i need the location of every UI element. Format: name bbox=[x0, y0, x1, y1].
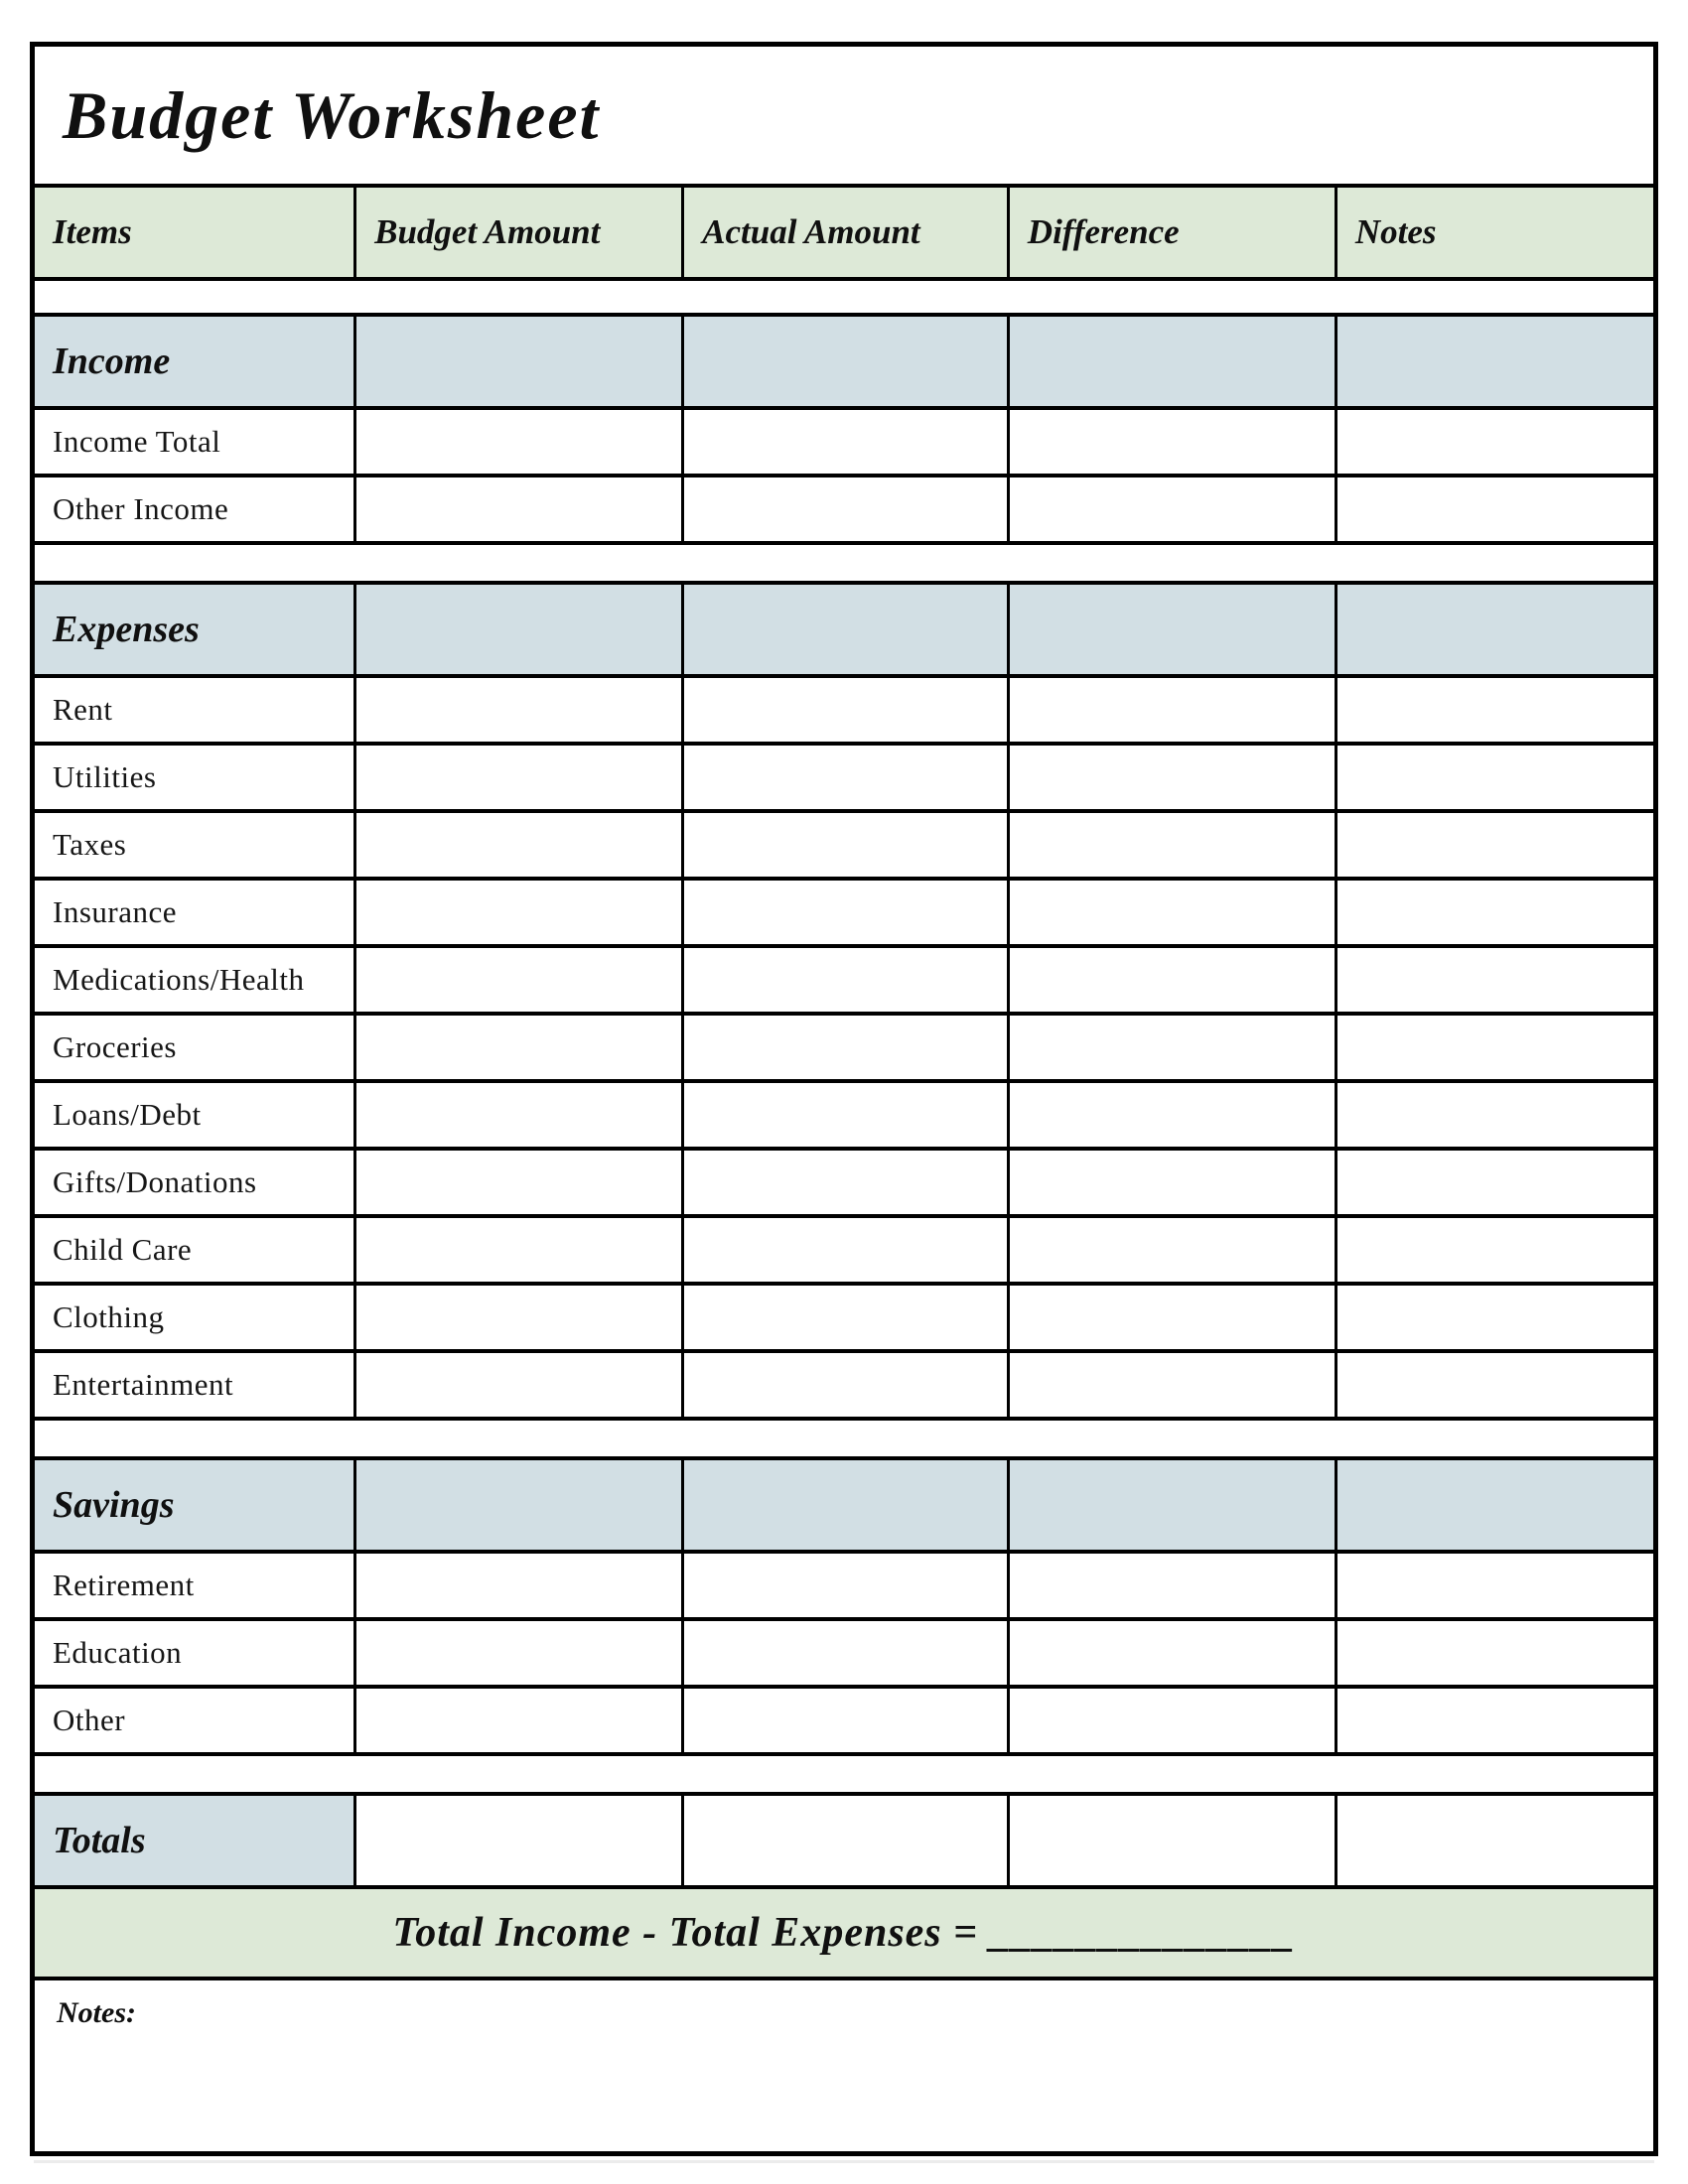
item-label: Taxes bbox=[53, 827, 127, 862]
difference-cell[interactable] bbox=[1007, 746, 1335, 809]
item-label: Clothing bbox=[53, 1299, 165, 1334]
section-cell bbox=[681, 1460, 1007, 1550]
item-label: Groceries bbox=[53, 1029, 177, 1064]
item-row-other-income bbox=[35, 474, 1653, 541]
notes-cell[interactable] bbox=[1335, 881, 1653, 944]
item-label: Child Care bbox=[53, 1232, 193, 1267]
actual-amount-cell[interactable] bbox=[681, 948, 1007, 1012]
notes-cell[interactable] bbox=[1335, 1151, 1653, 1214]
section-cell bbox=[1007, 1460, 1335, 1550]
notes-cell[interactable] bbox=[1335, 1689, 1653, 1752]
col-header-notes: Notes bbox=[1335, 188, 1653, 277]
difference-cell[interactable] bbox=[1007, 813, 1335, 877]
budget-amount-cell[interactable] bbox=[353, 881, 681, 944]
difference-cell[interactable] bbox=[1007, 1621, 1335, 1685]
item-row-groceries bbox=[35, 1012, 1653, 1079]
actual-amount-cell[interactable] bbox=[681, 478, 1007, 541]
notes-cell[interactable] bbox=[1335, 478, 1653, 541]
item-row-education bbox=[35, 1617, 1653, 1685]
item-row-child-care bbox=[35, 1214, 1653, 1282]
budget-amount-cell[interactable] bbox=[353, 746, 681, 809]
section-header-savings bbox=[35, 1456, 1653, 1550]
item-row-insurance bbox=[35, 877, 1653, 944]
item-label: Income Total bbox=[53, 424, 221, 459]
notes-cell[interactable] bbox=[1335, 948, 1653, 1012]
col-header-actual-amount: Actual Amount bbox=[681, 188, 1007, 277]
difference-cell[interactable] bbox=[1007, 1353, 1335, 1417]
actual-amount-cell[interactable] bbox=[681, 1353, 1007, 1417]
actual-amount-cell[interactable] bbox=[681, 746, 1007, 809]
title-row bbox=[35, 47, 1653, 184]
spacer-row bbox=[35, 1752, 1653, 1792]
difference-cell[interactable] bbox=[1007, 1286, 1335, 1349]
actual-amount-cell[interactable] bbox=[681, 1083, 1007, 1147]
col-header-budget-amount: Budget Amount bbox=[353, 188, 681, 277]
item-row-medications-health bbox=[35, 944, 1653, 1012]
item-row-retirement bbox=[35, 1550, 1653, 1617]
totals-actual-amount-cell[interactable] bbox=[681, 1796, 1007, 1885]
budget-worksheet-table bbox=[30, 42, 1658, 2156]
notes-cell[interactable] bbox=[1335, 1218, 1653, 1282]
actual-amount-cell[interactable] bbox=[681, 1286, 1007, 1349]
item-label: Loans/Debt bbox=[53, 1097, 202, 1132]
actual-amount-cell[interactable] bbox=[681, 1016, 1007, 1079]
budget-amount-cell[interactable] bbox=[353, 1353, 681, 1417]
budget-amount-cell[interactable] bbox=[353, 1621, 681, 1685]
difference-cell[interactable] bbox=[1007, 410, 1335, 474]
column-header-row bbox=[35, 184, 1653, 277]
section-header-expenses bbox=[35, 581, 1653, 674]
section-cell bbox=[1007, 585, 1335, 674]
difference-cell[interactable] bbox=[1007, 1689, 1335, 1752]
difference-cell[interactable] bbox=[1007, 948, 1335, 1012]
item-row-income-total bbox=[35, 406, 1653, 474]
item-row-rent bbox=[35, 674, 1653, 742]
section-header-income bbox=[35, 313, 1653, 406]
difference-cell[interactable] bbox=[1007, 881, 1335, 944]
item-row-gifts-donations bbox=[35, 1147, 1653, 1214]
item-label: Other Income bbox=[53, 491, 229, 526]
actual-amount-cell[interactable] bbox=[681, 1621, 1007, 1685]
item-label: Education bbox=[53, 1635, 183, 1670]
item-label: Retirement bbox=[53, 1568, 195, 1602]
budget-amount-cell[interactable] bbox=[353, 1689, 681, 1752]
budget-amount-cell[interactable] bbox=[353, 678, 681, 742]
budget-amount-cell[interactable] bbox=[353, 813, 681, 877]
section-cell bbox=[681, 585, 1007, 674]
notes-cell[interactable] bbox=[1335, 1083, 1653, 1147]
difference-cell[interactable] bbox=[1007, 1218, 1335, 1282]
item-label: Utilities bbox=[53, 759, 157, 794]
budget-amount-cell[interactable] bbox=[353, 1151, 681, 1214]
notes-label: Notes: bbox=[57, 1996, 136, 2029]
totals-label: Totals bbox=[35, 1796, 353, 1885]
spacer-row bbox=[35, 541, 1653, 581]
budget-amount-cell[interactable] bbox=[353, 948, 681, 1012]
notes-cell[interactable] bbox=[1335, 1016, 1653, 1079]
section-cell bbox=[1335, 585, 1653, 674]
budget-amount-cell[interactable] bbox=[353, 410, 681, 474]
section-cell bbox=[681, 317, 1007, 406]
item-row-entertainment bbox=[35, 1349, 1653, 1417]
section-label-savings: Savings bbox=[53, 1484, 175, 1526]
section-cell bbox=[1007, 317, 1335, 406]
section-cell bbox=[1335, 317, 1653, 406]
item-label: Insurance bbox=[53, 894, 177, 929]
col-header-items: Items bbox=[53, 212, 132, 251]
item-label: Rent bbox=[53, 692, 113, 727]
spacer-row bbox=[35, 277, 1653, 313]
spacer-row bbox=[35, 1417, 1653, 1456]
item-label: Medications/Health bbox=[53, 962, 305, 997]
page-edge-shadow bbox=[34, 2160, 1654, 2163]
budget-amount-cell[interactable] bbox=[353, 1554, 681, 1617]
actual-amount-cell[interactable] bbox=[681, 410, 1007, 474]
notes-cell[interactable] bbox=[1335, 813, 1653, 877]
difference-cell[interactable] bbox=[1007, 1554, 1335, 1617]
actual-amount-cell[interactable] bbox=[681, 1689, 1007, 1752]
actual-amount-cell[interactable] bbox=[681, 881, 1007, 944]
item-label: Entertainment bbox=[53, 1367, 234, 1402]
budget-amount-cell[interactable] bbox=[353, 478, 681, 541]
difference-cell[interactable] bbox=[1007, 478, 1335, 541]
difference-cell[interactable] bbox=[1007, 1016, 1335, 1079]
budget-amount-cell[interactable] bbox=[353, 1218, 681, 1282]
actual-amount-cell[interactable] bbox=[681, 1151, 1007, 1214]
section-label-expenses: Expenses bbox=[53, 609, 200, 650]
section-cell bbox=[353, 1460, 681, 1550]
notes-cell[interactable] bbox=[1335, 410, 1653, 474]
difference-cell[interactable] bbox=[1007, 1083, 1335, 1147]
actual-amount-cell[interactable] bbox=[681, 678, 1007, 742]
page-title: Budget Worksheet bbox=[63, 76, 601, 153]
col-header-difference: Difference bbox=[1007, 188, 1335, 277]
budget-amount-cell[interactable] bbox=[353, 1083, 681, 1147]
notes-area[interactable] bbox=[35, 1977, 1653, 2151]
summary-row bbox=[35, 1885, 1653, 1977]
actual-amount-cell[interactable] bbox=[681, 1218, 1007, 1282]
notes-cell[interactable] bbox=[1335, 1286, 1653, 1349]
item-row-loans-debt bbox=[35, 1079, 1653, 1147]
budget-amount-cell[interactable] bbox=[353, 1286, 681, 1349]
item-row-clothing bbox=[35, 1282, 1653, 1349]
totals-row bbox=[35, 1792, 1653, 1885]
summary-formula: Total Income - Total Expenses = ______________ bbox=[392, 1910, 1296, 1956]
notes-cell[interactable] bbox=[1335, 746, 1653, 809]
actual-amount-cell[interactable] bbox=[681, 813, 1007, 877]
section-cell bbox=[1335, 1460, 1653, 1550]
notes-cell[interactable] bbox=[1335, 1554, 1653, 1617]
item-row-other bbox=[35, 1685, 1653, 1752]
item-row-taxes bbox=[35, 809, 1653, 877]
item-label: Other bbox=[53, 1703, 126, 1737]
section-cell bbox=[353, 585, 681, 674]
actual-amount-cell[interactable] bbox=[681, 1554, 1007, 1617]
difference-cell[interactable] bbox=[1007, 678, 1335, 742]
totals-budget-amount-cell[interactable] bbox=[353, 1796, 681, 1885]
section-cell bbox=[353, 317, 681, 406]
totals-notes-cell[interactable] bbox=[1335, 1796, 1653, 1885]
notes-cell[interactable] bbox=[1335, 678, 1653, 742]
item-label: Gifts/Donations bbox=[53, 1164, 257, 1199]
totals-difference-cell[interactable] bbox=[1007, 1796, 1335, 1885]
notes-cell[interactable] bbox=[1335, 1353, 1653, 1417]
budget-amount-cell[interactable] bbox=[353, 1016, 681, 1079]
notes-cell[interactable] bbox=[1335, 1621, 1653, 1685]
section-label-income: Income bbox=[53, 341, 171, 382]
item-row-utilities bbox=[35, 742, 1653, 809]
difference-cell[interactable] bbox=[1007, 1151, 1335, 1214]
